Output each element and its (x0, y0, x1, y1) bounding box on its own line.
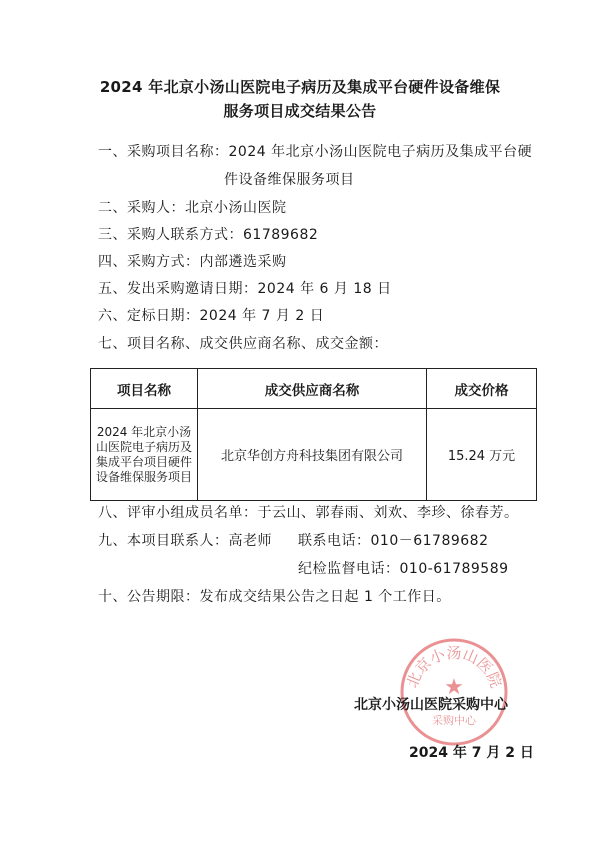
purchaser-contact: 三、采购人联系方式：61789682 (98, 227, 319, 243)
result-table (90, 368, 537, 501)
invitation-date: 五、发出采购邀请日期：2024 年 6 月 18 日 (98, 281, 392, 297)
signing-date: 2024 年 7 月 2 日 (409, 745, 534, 761)
official-seal (398, 636, 510, 748)
header-supplier: 成交供应商名称 (198, 369, 427, 409)
committee-members: 八、评审小组成员名单：于云山、郭春雨、刘欢、李珍、徐春芳。 (98, 505, 519, 521)
result-heading: 七、项目名称、成交供应商名称、成交金额： (98, 336, 388, 352)
header-price: 成交价格 (427, 369, 537, 409)
seal-inner-text: 采购中心 (432, 714, 476, 727)
purchaser: 二、采购人：北京小汤山医院 (98, 200, 287, 216)
document-title-line-2: 服务项目成交结果公告 (223, 102, 377, 120)
cell-price: 15.24 万元 (427, 409, 537, 501)
award-date: 六、定标日期：2024 年 7 月 2 日 (98, 308, 325, 324)
contact-phone: 联系电话：010－61789682 (298, 533, 489, 549)
cell-supplier: 北京华创方舟科技集团有限公司 (198, 409, 427, 501)
project-name-line-1: 一、采购项目名称：2024 年北京小汤山医院电子病历及集成平台硬 (98, 144, 533, 160)
table-row (91, 409, 537, 501)
document-title-line-1: 2024 年北京小汤山医院电子病历及集成平台硬件设备维保 (99, 78, 501, 96)
procurement-method: 四、采购方式：内部遴选采购 (98, 254, 287, 270)
project-name-line-2: 件设备维保服务项目 (224, 172, 355, 188)
table-header-row (91, 369, 537, 409)
notice-period: 十、公告期限：发布成交结果公告之日起 1 个工作日。 (98, 589, 451, 605)
supervision-phone: 纪检监督电话：010-61789589 (298, 561, 509, 577)
header-item-name: 项目名称 (91, 369, 198, 409)
seal-star: ★ (444, 675, 464, 700)
seal-outer-text: 北京小汤山医院 (402, 644, 506, 691)
cell-item-name: 2024 年北京小汤山医院电子病历及集成平台项目硬件设备维保服务项目 (91, 409, 198, 501)
contact-person: 九、本项目联系人：高老师 (98, 533, 272, 549)
signing-organization: 北京小汤山医院采购中心 (354, 697, 508, 713)
